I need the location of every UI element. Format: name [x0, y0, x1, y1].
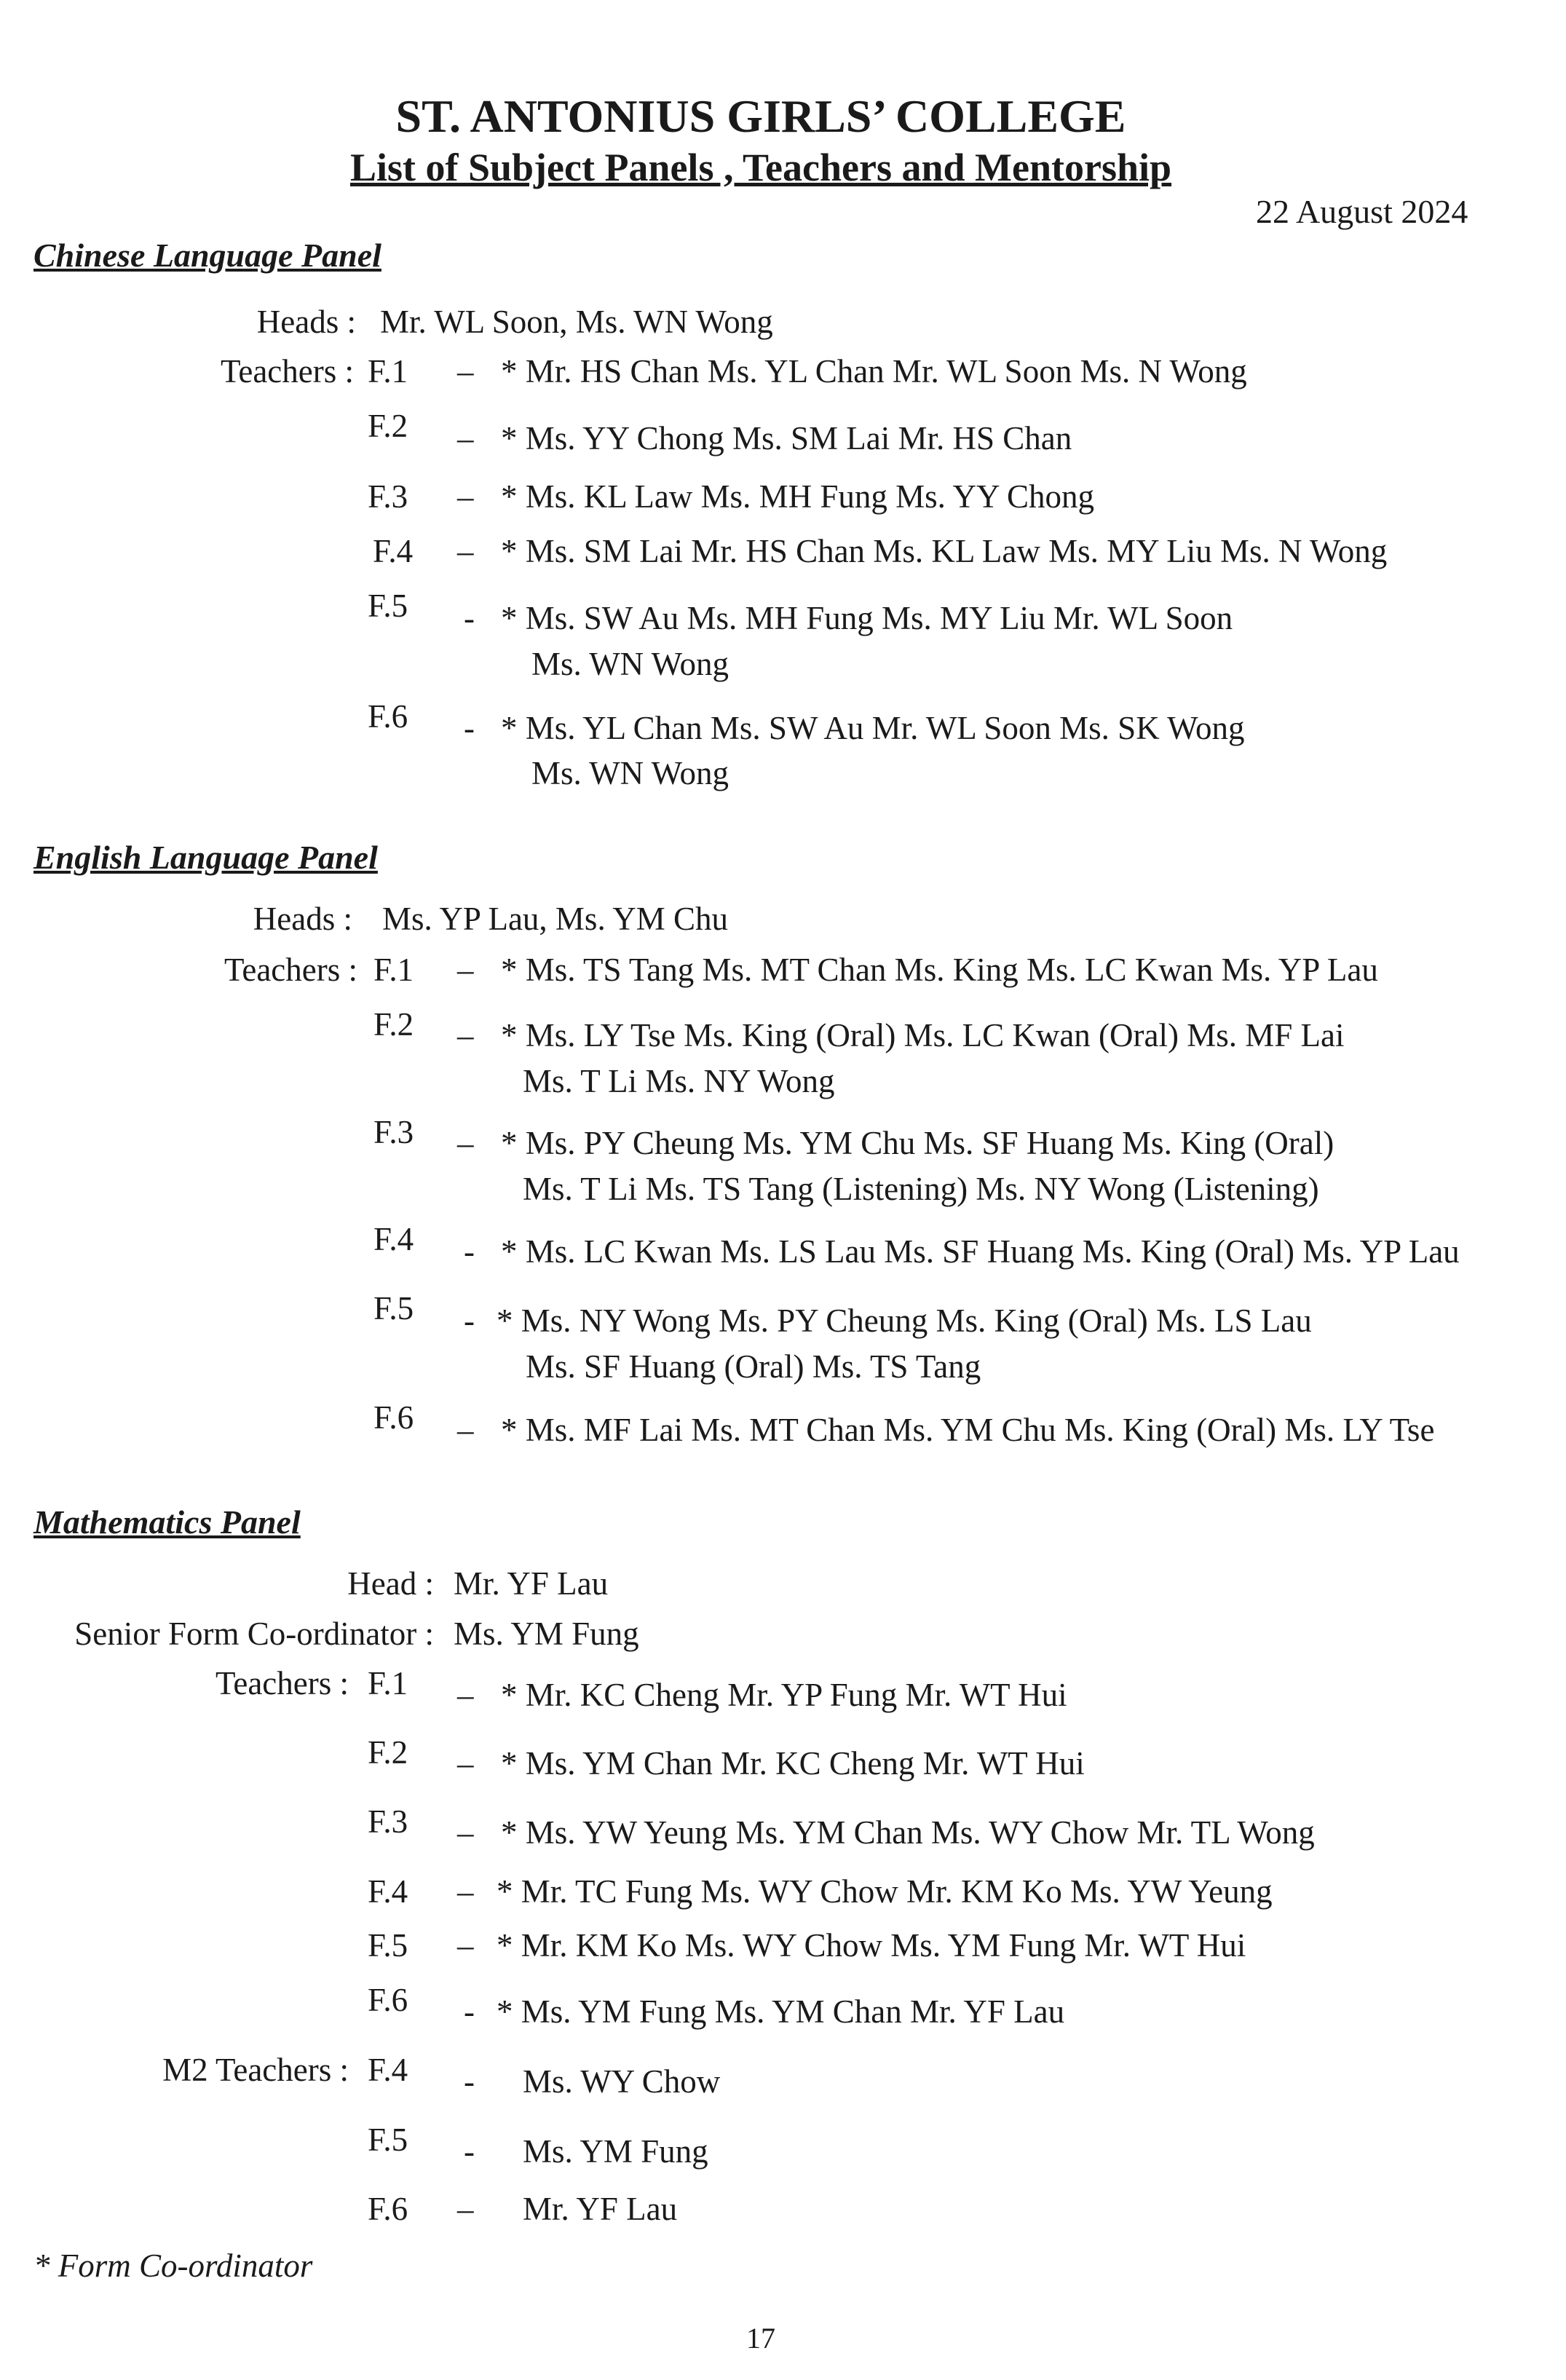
chinese-f5-teachers: * Ms. SW Au Ms. MH Fung Ms. MY Liu Mr. WL Soon: [501, 600, 1233, 636]
maths-form-f5: F.5: [368, 1927, 408, 1964]
maths-form-f2: F.2: [368, 1734, 408, 1771]
english-f5-teachers: * Ms. NY Wong Ms. PY Cheung Ms. King (Oral) Ms. LS Lau: [497, 1302, 1312, 1339]
english-heads-label: Heads :: [253, 901, 352, 937]
page-number: 17: [746, 2322, 775, 2355]
chinese-panel-title: Chinese Language Panel: [33, 237, 381, 274]
row-dash: –: [457, 1412, 474, 1448]
english-f3-teachers-cont: Ms. T Li Ms. TS Tang (Listening) Ms. NY Wong (Listening): [523, 1171, 1319, 1207]
english-f2-teachers-cont: Ms. T Li Ms. NY Wong: [523, 1063, 835, 1099]
english-f5-teachers-cont: Ms. SF Huang (Oral) Ms. TS Tang: [526, 1348, 981, 1385]
chinese-f3-teachers: * Ms. KL Law Ms. MH Fung Ms. YY Chong: [501, 478, 1095, 515]
row-dash: -: [464, 2133, 475, 2170]
maths-form-f1: F.1: [368, 1665, 408, 1701]
row-dash: -: [464, 2063, 475, 2100]
row-dash: -: [464, 1233, 475, 1270]
row-dash: –: [457, 420, 474, 456]
document-date: 22 August 2024: [1256, 193, 1468, 230]
row-dash: –: [457, 952, 474, 988]
maths-senior-coordinator: Ms. YM Fung: [454, 1616, 639, 1652]
chinese-form-f2: F.2: [368, 408, 408, 444]
row-dash: –: [457, 533, 474, 569]
chinese-form-f3: F.3: [368, 478, 408, 515]
chinese-f6-teachers-cont: Ms. WN Wong: [531, 755, 729, 791]
maths-form-f3: F.3: [368, 1803, 408, 1840]
maths-form-f4: F.4: [368, 1873, 408, 1910]
maths-m2-f6-teacher: Mr. YF Lau: [523, 2191, 678, 2227]
footnote: * Form Co-ordinator: [33, 2247, 313, 2284]
maths-head-label: Head :: [347, 1565, 434, 1602]
chinese-f2-teachers: * Ms. YY Chong Ms. SM Lai Mr. HS Chan: [501, 420, 1072, 456]
row-dash: –: [457, 353, 474, 390]
maths-senior-label: Senior Form Co-ordinator :: [74, 1616, 434, 1652]
maths-teachers-label: Teachers :: [215, 1665, 349, 1701]
maths-f2-teachers: * Ms. YM Chan Mr. KC Cheng Mr. WT Hui: [501, 1745, 1085, 1782]
maths-m2-form-f5: F.5: [368, 2122, 408, 2158]
chinese-heads: Mr. WL Soon, Ms. WN Wong: [380, 304, 773, 340]
row-dash: –: [457, 2191, 474, 2227]
maths-m2-f4-teacher: Ms. WY Chow: [523, 2063, 721, 2100]
chinese-teachers-label: Teachers :: [221, 353, 354, 390]
row-dash: -: [464, 1302, 475, 1339]
english-f1-teachers: * Ms. TS Tang Ms. MT Chan Ms. King Ms. LC Kwan Ms. YP Lau: [501, 952, 1378, 988]
english-form-f4: F.4: [373, 1221, 414, 1257]
row-dash: –: [457, 1814, 474, 1851]
row-dash: –: [457, 1873, 474, 1910]
chinese-f1-teachers: * Mr. HS Chan Ms. YL Chan Mr. WL Soon Ms. N Wong: [501, 353, 1247, 390]
english-f4-teachers: * Ms. LC Kwan Ms. LS Lau Ms. SF Huang Ms. King (Oral) Ms. YP Lau: [501, 1233, 1460, 1270]
row-dash: –: [457, 478, 474, 515]
maths-f6-teachers: * Ms. YM Fung Ms. YM Chan Mr. YF Lau: [497, 1993, 1065, 2030]
english-f2-teachers: * Ms. LY Tse Ms. King (Oral) Ms. LC Kwan (Oral) Ms. MF Lai: [501, 1017, 1345, 1053]
school-title: ST. ANTONIUS GIRLS’ COLLEGE: [395, 90, 1126, 142]
english-form-f1: F.1: [373, 952, 414, 988]
english-form-f6: F.6: [373, 1399, 414, 1436]
maths-panel-title: Mathematics Panel: [33, 1503, 301, 1541]
row-dash: –: [457, 1927, 474, 1964]
english-form-f5: F.5: [373, 1290, 414, 1327]
chinese-heads-label: Heads :: [256, 304, 356, 340]
chinese-form-f5: F.5: [368, 588, 408, 624]
row-dash: –: [457, 1125, 474, 1161]
english-f6-teachers: * Ms. MF Lai Ms. MT Chan Ms. YM Chu Ms. King (Oral) Ms. LY Tse: [501, 1412, 1435, 1448]
chinese-form-f4: F.4: [373, 533, 414, 569]
row-dash: -: [464, 600, 475, 636]
maths-f5-teachers: * Mr. KM Ko Ms. WY Chow Ms. YM Fung Mr. WT Hui: [497, 1927, 1246, 1964]
maths-m2-label: M2 Teachers :: [162, 2052, 349, 2088]
english-form-f2: F.2: [373, 1006, 414, 1043]
row-dash: -: [464, 710, 475, 746]
maths-form-f6: F.6: [368, 1982, 408, 2018]
row-dash: -: [464, 1993, 475, 2030]
document-subtitle: List of Subject Panels , Teachers and Mentorship: [349, 146, 1172, 189]
maths-m2-form-f6: F.6: [368, 2191, 408, 2227]
maths-head: Mr. YF Lau: [454, 1565, 609, 1602]
chinese-f5-teachers-cont: Ms. WN Wong: [531, 646, 729, 682]
chinese-form-f6: F.6: [368, 698, 408, 735]
row-dash: –: [457, 1677, 474, 1713]
english-panel-title: English Language Panel: [33, 839, 378, 876]
maths-f1-teachers: * Mr. KC Cheng Mr. YP Fung Mr. WT Hui: [501, 1677, 1067, 1713]
maths-m2-form-f4: F.4: [368, 2052, 408, 2088]
maths-f3-teachers: * Ms. YW Yeung Ms. YM Chan Ms. WY Chow Mr. TL Wong: [501, 1814, 1315, 1851]
row-dash: –: [457, 1017, 474, 1053]
english-form-f3: F.3: [373, 1114, 414, 1150]
row-dash: –: [457, 1745, 474, 1782]
chinese-form-f1: F.1: [368, 353, 408, 390]
english-f3-teachers: * Ms. PY Cheung Ms. YM Chu Ms. SF Huang Ms. King (Oral): [501, 1125, 1334, 1161]
maths-f4-teachers: * Mr. TC Fung Ms. WY Chow Mr. KM Ko Ms. YW Yeung: [497, 1873, 1273, 1910]
english-heads: Ms. YP Lau, Ms. YM Chu: [382, 901, 729, 937]
chinese-f4-teachers: * Ms. SM Lai Mr. HS Chan Ms. KL Law Ms. MY Liu Ms. N Wong: [501, 533, 1388, 569]
chinese-f6-teachers: * Ms. YL Chan Ms. SW Au Mr. WL Soon Ms. SK Wong: [501, 710, 1245, 746]
maths-m2-f5-teacher: Ms. YM Fung: [523, 2133, 708, 2170]
english-teachers-label: Teachers :: [224, 952, 357, 988]
